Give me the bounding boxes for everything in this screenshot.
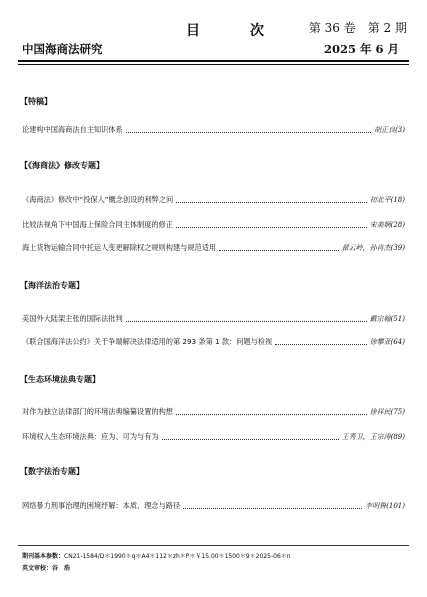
reviewer-name: 谷 浩 — [52, 565, 71, 572]
section-heading-feature: 【特稿】 — [20, 97, 52, 106]
toc-entry[interactable] — [22, 312, 405, 324]
dot-leader — [176, 226, 367, 228]
journal-name: 中国海商法研究 — [22, 42, 103, 56]
dot-leader — [162, 438, 339, 440]
article-title[interactable]: 海上货物运输合同中托运人变更解除权之规则构建与规范适用 — [22, 243, 217, 252]
params-label: 期刊基本参数： — [22, 553, 65, 560]
toc-entry[interactable] — [22, 405, 405, 417]
header-rule-thick — [18, 60, 409, 62]
author-page: 翟云岭，孙肖杰(39) — [341, 244, 405, 252]
toc-entry[interactable] — [22, 499, 405, 511]
reviewer-label: 英文审校： — [22, 565, 53, 572]
page-title: 目 次 — [186, 23, 282, 39]
author-page: 李明鲁(101) — [365, 502, 405, 510]
author-page: 徐攀亚(64) — [369, 338, 405, 346]
toc-entry[interactable] — [22, 430, 405, 442]
dot-leader — [176, 201, 366, 203]
footer-rule — [18, 545, 409, 546]
header-rule-thin — [18, 64, 409, 65]
section-heading-maritime-code: 【《海商法》修改专题】 — [20, 161, 104, 170]
author-page: 王秀卫，王宗涛(89) — [341, 433, 405, 441]
author-page: 初北平(18) — [369, 196, 405, 204]
article-title[interactable]: 美国外大陆架主张的国际法批判 — [22, 314, 123, 323]
author-page: 胡正良(3) — [374, 126, 405, 134]
dot-leader — [126, 320, 367, 322]
section-heading-ocean-law: 【海洋法治专题】 — [20, 281, 84, 290]
article-title[interactable]: 论建构中国海商法自主知识体系 — [22, 125, 123, 134]
author-page: 宋美娴(28) — [369, 221, 405, 229]
toc-entry[interactable] — [22, 335, 405, 347]
toc-entry[interactable] — [22, 218, 405, 230]
dot-leader — [176, 413, 367, 415]
journal-params — [22, 551, 291, 560]
author-page: 戴宗翰(51) — [369, 315, 405, 323]
toc-entry[interactable] — [22, 193, 405, 205]
toc-entry[interactable] — [22, 123, 405, 135]
toc-entry[interactable] — [22, 241, 405, 253]
section-heading-digital-law: 【数字法治专题】 — [20, 467, 84, 476]
params-value: CN21-1584/D＊1990＊q＊A4＊112＊zh＊P＊￥15.00＊1500＊9＊2025-06＊n — [64, 553, 291, 560]
volume-issue: 第 36 卷 第 2 期 — [308, 21, 407, 35]
dot-leader — [275, 343, 366, 345]
article-title[interactable]: 《联合国海洋法公约》关于争端解决法律适用的第 293 条第 1 款：问题与检视 — [22, 337, 273, 346]
section-heading-eco-code: 【生态环境法典专题】 — [20, 375, 100, 384]
article-title[interactable]: 环境权入生态环境法典：应为、可为与有为 — [22, 432, 159, 441]
dot-leader — [126, 131, 371, 133]
article-title[interactable]: 比较法视角下中国海上保险合同主体制度的修正 — [22, 220, 173, 229]
article-title[interactable]: 对作为独立法律部门的环境法典编纂设置的构想 — [22, 407, 173, 416]
article-title[interactable]: 《海商法》修改中“投保人”概念创设的利弊之问 — [22, 195, 174, 204]
author-page: 徐祥民(75) — [369, 408, 405, 416]
article-title[interactable]: 网络暴力刑事治理的困境纾解：本质、理念与路径 — [22, 501, 181, 510]
dot-leader — [219, 249, 339, 251]
english-reviewer — [22, 563, 70, 572]
issue-date: 2025 年 6 月 — [323, 42, 399, 56]
dot-leader — [183, 507, 362, 509]
